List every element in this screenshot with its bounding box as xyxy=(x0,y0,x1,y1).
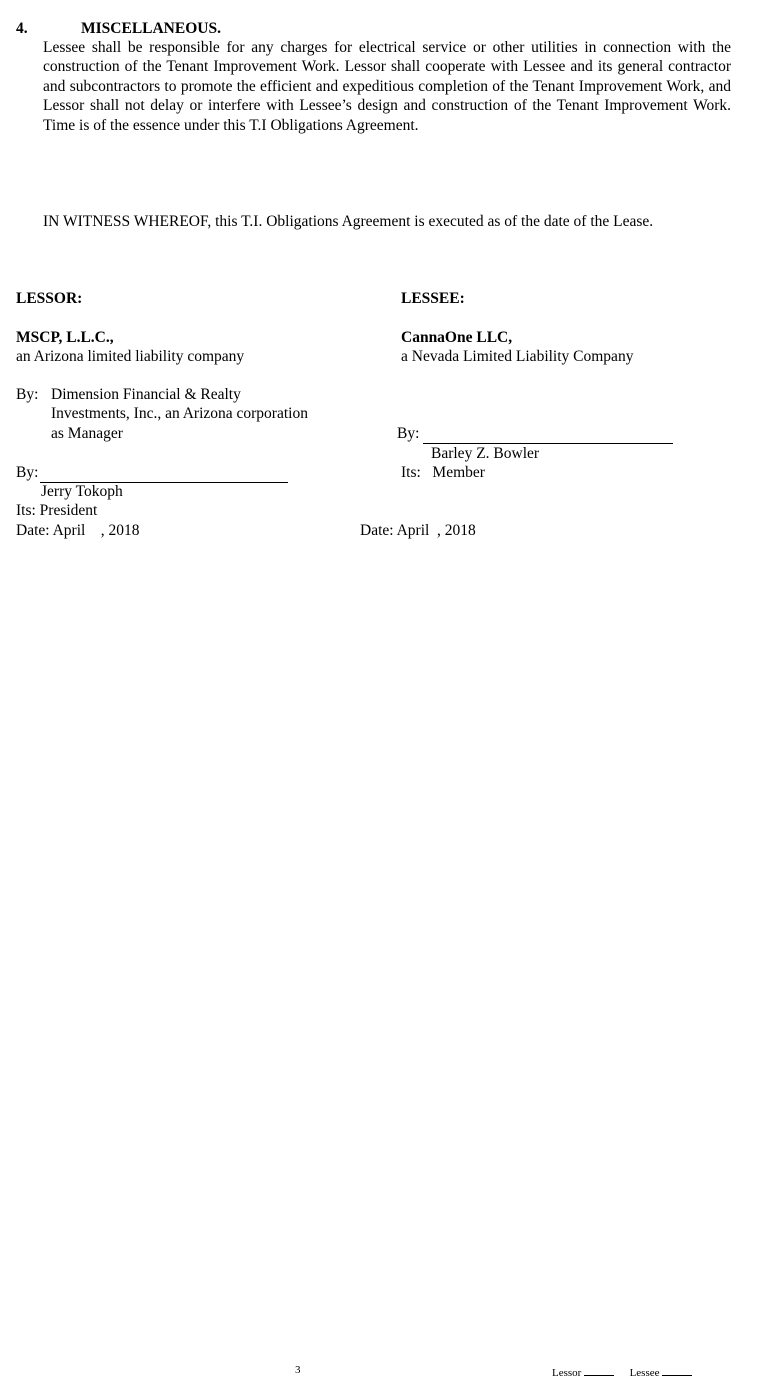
lessee-sign-by-label: By: xyxy=(397,425,420,442)
lessor-signature-row xyxy=(16,463,288,483)
lessor-signer-name: Jerry Tokoph xyxy=(41,483,123,500)
lessor-label: LESSOR: xyxy=(16,290,83,307)
lessor-entity-description: an Arizona limited liability company xyxy=(16,348,245,365)
lessee-entity-description: a Nevada Limited Liability Company xyxy=(401,348,634,365)
lessee-label: LESSEE: xyxy=(401,290,465,307)
lessor-entity-name: MSCP, L.L.C., xyxy=(16,329,114,346)
lessee-initials-line[interactable] xyxy=(662,1364,692,1376)
lessor-manager-line-2: Investments, Inc., an Arizona corporation xyxy=(51,405,308,422)
section-body: Lessee shall be responsible for any charges for electrical service or other utilities in connection with the construction of the Tenant Improvement Work. Lessor shall cooperate with Lessee and its general contractor and subcontractors to promote the efficient and expeditious completion of the Tenant Improvement Work, and Lessor shall not delay or interfere with Lessee’s design and construction of the Tenant Improvement Work. Time is of the essence under this T.I Obligations Agreement. xyxy=(43,39,731,134)
lessee-signer-name: Barley Z. Bowler xyxy=(431,445,540,462)
witness-clause: IN WITNESS WHEREOF, this T.I. Obligations Agreement is executed as of the date of the Lease. xyxy=(43,213,654,230)
section-number: 4. xyxy=(16,20,28,37)
page-number: 3 xyxy=(295,1364,301,1376)
lessor-manager-line-1: Dimension Financial & Realty xyxy=(51,386,241,403)
lessee-entity-name: CannaOne LLC, xyxy=(401,329,513,346)
lessee-signature-row xyxy=(397,424,673,444)
lessor-signer-title: Its: President xyxy=(16,502,98,519)
lessor-initials-label: Lessor xyxy=(552,1367,582,1379)
lessor-manager-line-3: as Manager xyxy=(51,425,123,442)
lessor-initials-line[interactable] xyxy=(584,1364,614,1376)
lessee-date: Date: April , 2018 xyxy=(360,522,476,539)
lessee-signer-title: Its: Member xyxy=(401,464,485,481)
lessor-signature-line[interactable] xyxy=(40,463,288,483)
lessee-initials-label: Lessee xyxy=(629,1367,660,1379)
lessor-sign-by-label: By: xyxy=(16,464,39,481)
lessor-date: Date: April , 2018 xyxy=(16,522,140,539)
initials-box xyxy=(552,1364,692,1380)
section-heading: MISCELLANEOUS. xyxy=(81,20,221,37)
lessee-signature-line[interactable] xyxy=(423,424,673,444)
lessor-by-label: By: xyxy=(16,386,39,403)
